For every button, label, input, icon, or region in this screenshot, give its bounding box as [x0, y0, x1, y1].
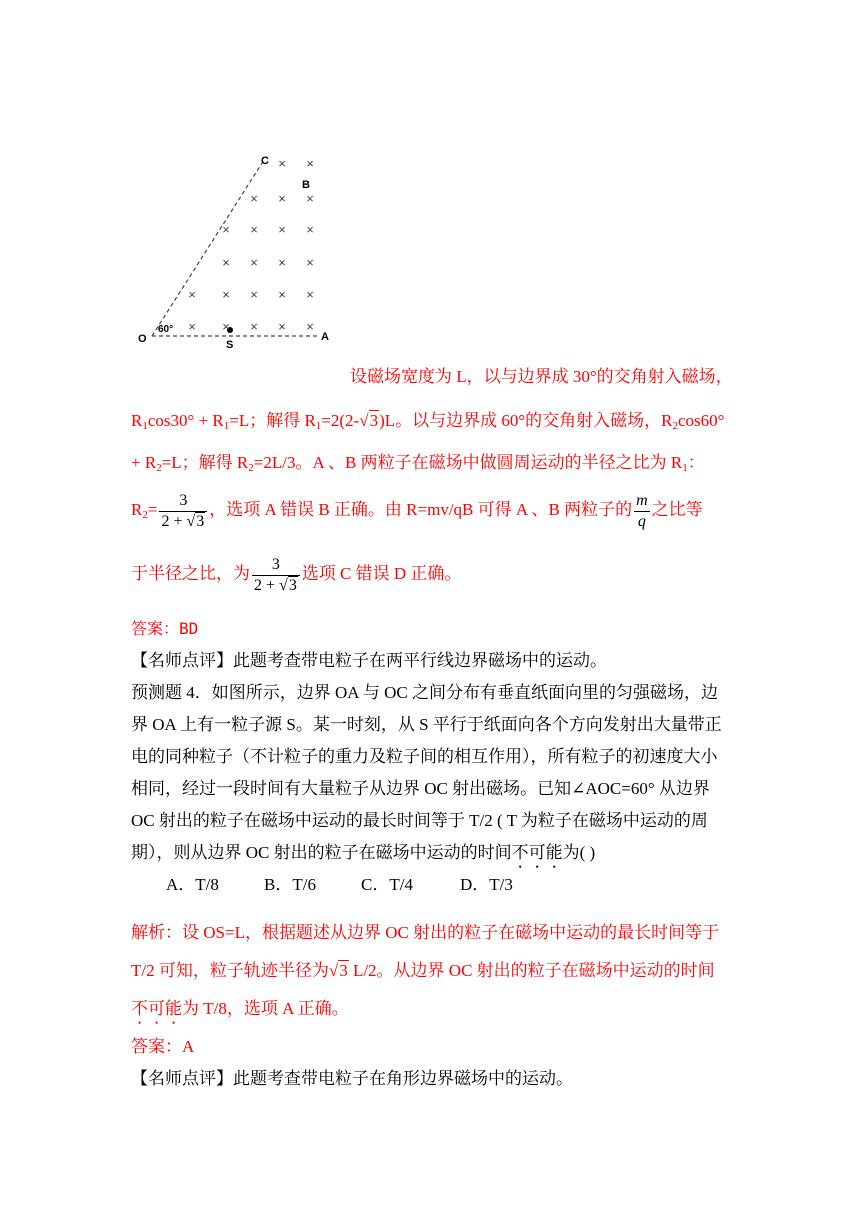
field-cross-mark: × [222, 319, 230, 334]
answer2: 答案：A [131, 1037, 195, 1056]
field-cross-mark: × [278, 287, 286, 302]
field-cross-mark: × [306, 191, 314, 206]
field-cross-mark: × [188, 287, 196, 302]
field-cross-mark: × [250, 222, 258, 237]
field-cross-mark: × [188, 319, 196, 334]
field-crosses [188, 156, 314, 334]
magnetic-field-figure [130, 150, 350, 350]
field-cross-mark: × [250, 255, 258, 270]
field-cross-mark: × [278, 319, 286, 334]
field-cross-mark: × [222, 222, 230, 237]
field-cross-mark: × [306, 222, 314, 237]
problem-line4: 相同，经过一段时间有大量粒子从边界 OC 射出磁场。已知∠AOC=60° 从边界 [131, 779, 710, 798]
option-d: D．T/3 [460, 875, 513, 894]
answer1: 答案：BD [131, 619, 199, 638]
solution1-line5: 于半径之比，为 $\frac{3}{2 + √3}$ 选项 C 错误 D 正确。 [131, 555, 462, 594]
field-cross-mark: × [278, 222, 286, 237]
field-cross-mark: × [278, 255, 286, 270]
problem-line2: 界 OA 上有一粒子源 S。某一时刻，从 S 平行于纸面向各个方向发射出大量带正 [131, 715, 722, 734]
boundary-oc [152, 160, 264, 336]
solution2-line2: T/2 可知，粒子轨迹半径为√3 L/2。从边界 OC 射出的粒子在磁场中运动的时间 [131, 961, 715, 980]
option-a: A．T/8 [166, 875, 219, 894]
m-over-q-fraction: $\frac{m}{q}$ [636, 491, 648, 530]
options-row [166, 874, 513, 896]
problem-line6: 期），则从边界 OC 射出的粒子在磁场中运动的时间不可能为( ) [131, 843, 596, 862]
comment2: 【名师点评】此题考查带电粒子在角形边界磁场中的运动。 [131, 1069, 573, 1088]
problem-line1: 预测题 4．如图所示，边界 OA 与 OC 之间分布有垂直纸面向里的匀强磁场，边 [131, 683, 718, 702]
solution1-line3: + $R_2=L$；解得 $R_2=2L/3$。A 、B 两粒子在磁场中做圆周运动的半径之比为 $R_1$： [131, 453, 705, 474]
field-cross-mark: × [278, 156, 286, 171]
ratio-fraction-2: $\frac{3}{2 + √3}$ [252, 555, 300, 596]
solution2-line1: 解析：设 OS=L，根据题述从边界 OC 射出的粒子在磁场中运动的最长时间等于 [131, 923, 720, 942]
field-cross-mark: × [222, 287, 230, 302]
field-cross-mark: × [250, 287, 258, 302]
solution2-line3: 不可能为 T/8，选项 A 正确。 [131, 999, 349, 1018]
field-cross-mark: × [306, 156, 314, 171]
field-cross-mark: × [250, 319, 258, 334]
comment1: 【名师点评】此题考查带电粒子在两平行线边界磁场中的运动。 [131, 651, 607, 670]
field-cross-mark: × [278, 191, 286, 206]
field-cross-mark: × [222, 255, 230, 270]
field-cross-mark: × [250, 191, 258, 206]
problem-line3: 电的同种粒子（不计粒子的重力及粒子间的相互作用），所有粒子的初速度大小 [131, 747, 718, 766]
label-s: S [226, 339, 234, 350]
ratio-fraction: $\frac{3}{2 + √3}$ [159, 491, 207, 532]
field-cross-mark: × [306, 319, 314, 334]
sqrt-three-2: √3 [328, 961, 348, 980]
label-b: B [302, 179, 310, 191]
label-a: A [321, 331, 329, 343]
option-c: C．T/4 [361, 875, 413, 894]
solution1-line4: $R_2=$ $\frac{3}{2 + √3}$ ，选项 A 错误 B 正确。由 R=mv/qB 可得 A 、B 两粒子的 $\frac{m}{q}$ 之比等 [131, 491, 703, 530]
solution1-line2: $R_1\cos 30^\circ + R_1=L$；解得 $R_1=2(2-√3)L$。以与边界成 60°的交角射入磁场，$R_2\cos 60^\circ$ [131, 411, 725, 432]
field-cross-mark: × [306, 255, 314, 270]
option-b: B．T/6 [264, 875, 316, 894]
label-c: C [261, 155, 269, 167]
label-angle: 60° [158, 324, 174, 335]
field-cross-mark: × [306, 287, 314, 302]
problem-line5: OC 射出的粒子在磁场中运动的最长时间等于 T/2 ( T 为粒子在磁场中运动的周 [131, 811, 708, 830]
label-o: O [138, 333, 147, 345]
sqrt-three: √3 [359, 411, 379, 430]
solution1-line1: 设磁场宽度为 L，以与边界成 30°的交角射入磁场， [350, 367, 733, 386]
